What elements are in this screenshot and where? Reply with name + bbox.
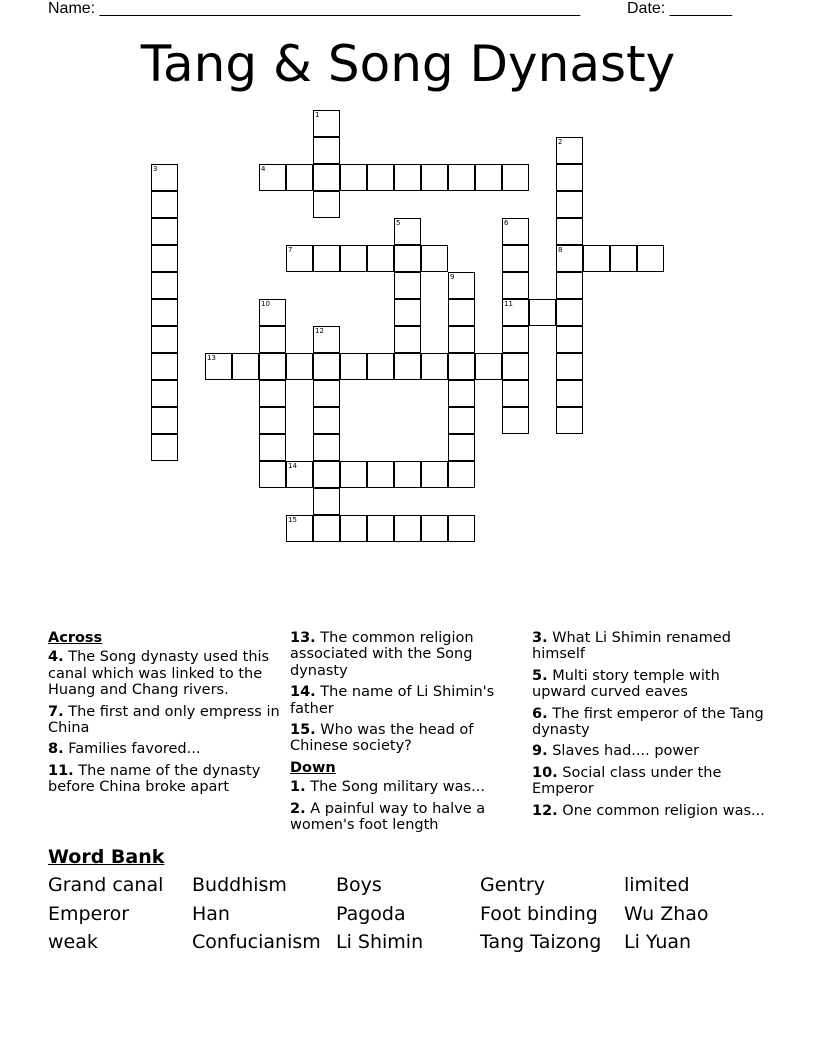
crossword-cell[interactable] [421,245,448,272]
clue-down-10 [532,765,768,798]
crossword-cell[interactable] [394,299,421,326]
crossword-cell[interactable] [556,326,583,353]
clue-column-2 [290,630,522,838]
clue-text: The common religion associated with the Song dynasty [290,630,474,679]
clue-number: 13. [290,630,316,646]
crossword-cell[interactable] [637,245,664,272]
crossword-cell[interactable] [394,164,421,191]
crossword-cell[interactable] [394,515,421,542]
clue-text: Slaves had.... power [552,743,700,760]
crossword-cell[interactable] [421,461,448,488]
crossword-cell[interactable] [448,353,475,380]
crossword-cell[interactable] [151,380,178,407]
crossword-cell[interactable] [205,353,232,380]
clue-number: 9. [532,743,548,760]
down-heading: Down [290,759,336,776]
crossword-cell[interactable] [583,245,610,272]
crossword-cell[interactable] [151,191,178,218]
crossword-cell[interactable] [151,407,178,434]
word-bank-word: Gentry [480,874,545,896]
crossword-cell[interactable] [313,137,340,164]
clue-text: One common religion was... [562,802,765,819]
crossword-cell[interactable] [313,407,340,434]
crossword-cell[interactable] [151,164,178,191]
clue-across-8 [48,741,280,757]
clue-text: The Song military was... [310,779,485,796]
crossword-cell[interactable] [313,164,340,191]
crossword-cell[interactable] [556,218,583,245]
crossword-cell[interactable] [151,326,178,353]
crossword-cell[interactable] [151,245,178,272]
crossword-cell[interactable] [259,461,286,488]
word-bank-word: Wu Zhao [624,903,709,925]
clue-across-13 [290,630,522,679]
clue-number: 3. [532,630,548,646]
clue-number-label: 7 [288,246,293,254]
crossword-cell[interactable] [475,164,502,191]
word-bank-word: Tang Taizong [480,931,602,953]
crossword-cell[interactable] [313,488,340,515]
crossword-cell[interactable] [394,245,421,272]
name-field-label[interactable]: Name: ______________________________________________________ [48,0,581,17]
crossword-cell[interactable] [151,353,178,380]
clue-down-12 [532,803,768,819]
clue-text: Social class under the Emperor [532,764,722,798]
clue-across-15 [290,722,522,755]
clue-down-3 [532,630,768,663]
crossword-cell[interactable] [340,461,367,488]
clue-across-4 [48,649,280,698]
clue-number-label: 11 [504,300,513,308]
crossword-cell[interactable] [313,326,340,353]
crossword-cell[interactable] [286,515,313,542]
crossword-cell[interactable] [367,353,394,380]
crossword-cell[interactable] [340,164,367,191]
clue-number-label: 2 [558,138,563,146]
clue-number-label: 3 [153,165,158,173]
crossword-cell[interactable] [448,380,475,407]
crossword-cell[interactable] [286,353,313,380]
crossword-cell[interactable] [421,353,448,380]
clue-number: 8. [48,741,64,758]
crossword-cell[interactable] [556,191,583,218]
crossword-cell[interactable] [556,299,583,326]
crossword-cell[interactable] [367,461,394,488]
crossword-cell[interactable] [259,299,286,326]
clue-number: 5. [532,667,548,684]
clue-text: What Li Shimin renamed himself [532,630,731,663]
word-bank-word: Han [192,903,230,925]
crossword-cell[interactable] [313,461,340,488]
clue-text: Multi story temple with upward curved eaves [532,667,720,701]
crossword-cell[interactable] [394,326,421,353]
clue-number: 1. [290,779,306,796]
crossword-cell[interactable] [313,434,340,461]
clue-number-label: 13 [207,354,216,362]
clue-number: 15. [290,722,316,739]
crossword-cell[interactable] [556,272,583,299]
crossword-cell[interactable] [448,407,475,434]
clue-number-label: 14 [288,462,297,470]
crossword-cell[interactable] [394,353,421,380]
crossword-cell[interactable] [259,434,286,461]
clue-number: 2. [290,800,306,817]
crossword-cell[interactable] [259,353,286,380]
crossword-cell[interactable] [556,137,583,164]
crossword-cell[interactable] [448,461,475,488]
crossword-cell[interactable] [502,380,529,407]
crossword-cell[interactable] [394,218,421,245]
clue-number-label: 15 [288,516,297,524]
clue-number-label: 1 [315,111,320,119]
crossword-cell[interactable] [340,353,367,380]
crossword-cell[interactable] [259,380,286,407]
clue-number: 4. [48,649,64,666]
crossword-cell[interactable] [286,245,313,272]
crossword-cell[interactable] [448,434,475,461]
word-bank-word: Emperor [48,903,130,925]
word-bank-word: Boys [336,874,382,896]
crossword-cell[interactable] [448,299,475,326]
clue-number-label: 6 [504,219,509,227]
clue-number: 10. [532,764,558,781]
word-bank-word: weak [48,931,98,953]
crossword-cell[interactable] [340,515,367,542]
clue-number: 12. [532,802,558,819]
word-bank-word: limited [624,874,690,896]
clue-down-5 [532,668,768,701]
clue-text: The first and only empress in China [48,703,280,737]
crossword-cell[interactable] [367,164,394,191]
clue-number-label: 10 [261,300,270,308]
crossword-cell[interactable] [556,353,583,380]
crossword-cell[interactable] [259,326,286,353]
crossword-cell[interactable] [151,434,178,461]
crossword-cell[interactable] [286,164,313,191]
crossword-cell[interactable] [394,272,421,299]
word-bank-word: Li Yuan [624,931,692,953]
crossword-cell[interactable] [394,461,421,488]
crossword-cell[interactable] [502,407,529,434]
word-bank-word: Foot binding [480,903,598,925]
crossword-cell[interactable] [448,326,475,353]
crossword-cell[interactable] [502,218,529,245]
date-field-label[interactable]: Date: _______ [627,0,732,17]
crossword-cell[interactable] [502,353,529,380]
crossword-cell[interactable] [367,245,394,272]
crossword-cell[interactable] [421,164,448,191]
clue-number-label: 12 [315,327,324,335]
crossword-cell[interactable] [556,245,583,272]
crossword-cell[interactable] [313,245,340,272]
clue-down-6 [532,706,768,739]
crossword-cell[interactable] [313,110,340,137]
word-bank-title: Word Bank [48,846,165,868]
crossword-cell[interactable] [502,245,529,272]
crossword-cell[interactable] [502,299,529,326]
crossword-cell[interactable] [502,326,529,353]
crossword-cell[interactable] [232,353,259,380]
crossword-cell[interactable] [313,353,340,380]
word-bank-word: Grand canal [48,874,164,896]
clue-across-7 [48,704,280,737]
page-title: Tang & Song Dynasty [140,35,676,93]
word-bank-word: Buddhism [192,874,287,896]
clue-number-label: 4 [261,165,266,173]
crossword-cell[interactable] [448,515,475,542]
word-bank-word: Li Shimin [336,931,424,953]
crossword-cell[interactable] [313,515,340,542]
clue-column-3 [532,630,768,824]
clue-number: 11. [48,762,74,779]
crossword-cell[interactable] [556,380,583,407]
crossword-cell[interactable] [286,461,313,488]
clue-text: Who was the head of Chinese society? [290,722,474,755]
crossword-cell[interactable] [529,299,556,326]
word-bank-word: Pagoda [336,903,406,925]
clue-text: A painful way to halve a women's foot length [290,800,486,834]
crossword-cell[interactable] [556,164,583,191]
crossword-cell[interactable] [421,515,448,542]
crossword-cell[interactable] [259,164,286,191]
clue-across-14 [290,684,522,717]
crossword-cell[interactable] [475,353,502,380]
clue-down-1 [290,779,522,795]
across-heading: Across [48,630,103,646]
clue-number: 7. [48,703,64,720]
crossword-cell[interactable] [259,407,286,434]
crossword-cell[interactable] [151,272,178,299]
crossword-cell[interactable] [367,515,394,542]
crossword-cell[interactable] [151,299,178,326]
clue-number: 6. [532,705,548,722]
crossword-cell[interactable] [151,218,178,245]
crossword-cell[interactable] [340,245,367,272]
clue-text: The name of Li Shimin's father [290,684,495,717]
word-bank-word: Confucianism [192,931,321,953]
crossword-cell[interactable] [610,245,637,272]
crossword-cell[interactable] [448,164,475,191]
crossword-cell[interactable] [556,407,583,434]
clue-down-2 [290,801,522,834]
clue-text: The Song dynasty used this canal which was linked to the Huang and Chang rivers. [48,649,270,699]
clue-text: Families favored... [68,741,201,758]
clue-text: The name of the dynasty before China broke apart [48,762,261,796]
crossword-cell[interactable] [502,164,529,191]
clue-number-label: 5 [396,219,401,227]
clue-across-11 [48,763,280,796]
crossword-cell[interactable] [313,380,340,407]
crossword-cell[interactable] [502,272,529,299]
clue-number: 14. [290,684,316,701]
clue-text: The first emperor of the Tang dynasty [532,705,764,739]
clue-number-label: 8 [558,246,563,254]
clue-number-label: 9 [450,273,455,281]
crossword-cell[interactable] [313,191,340,218]
clue-down-9 [532,743,768,759]
crossword-cell[interactable] [448,272,475,299]
clue-column-1 [48,630,280,801]
